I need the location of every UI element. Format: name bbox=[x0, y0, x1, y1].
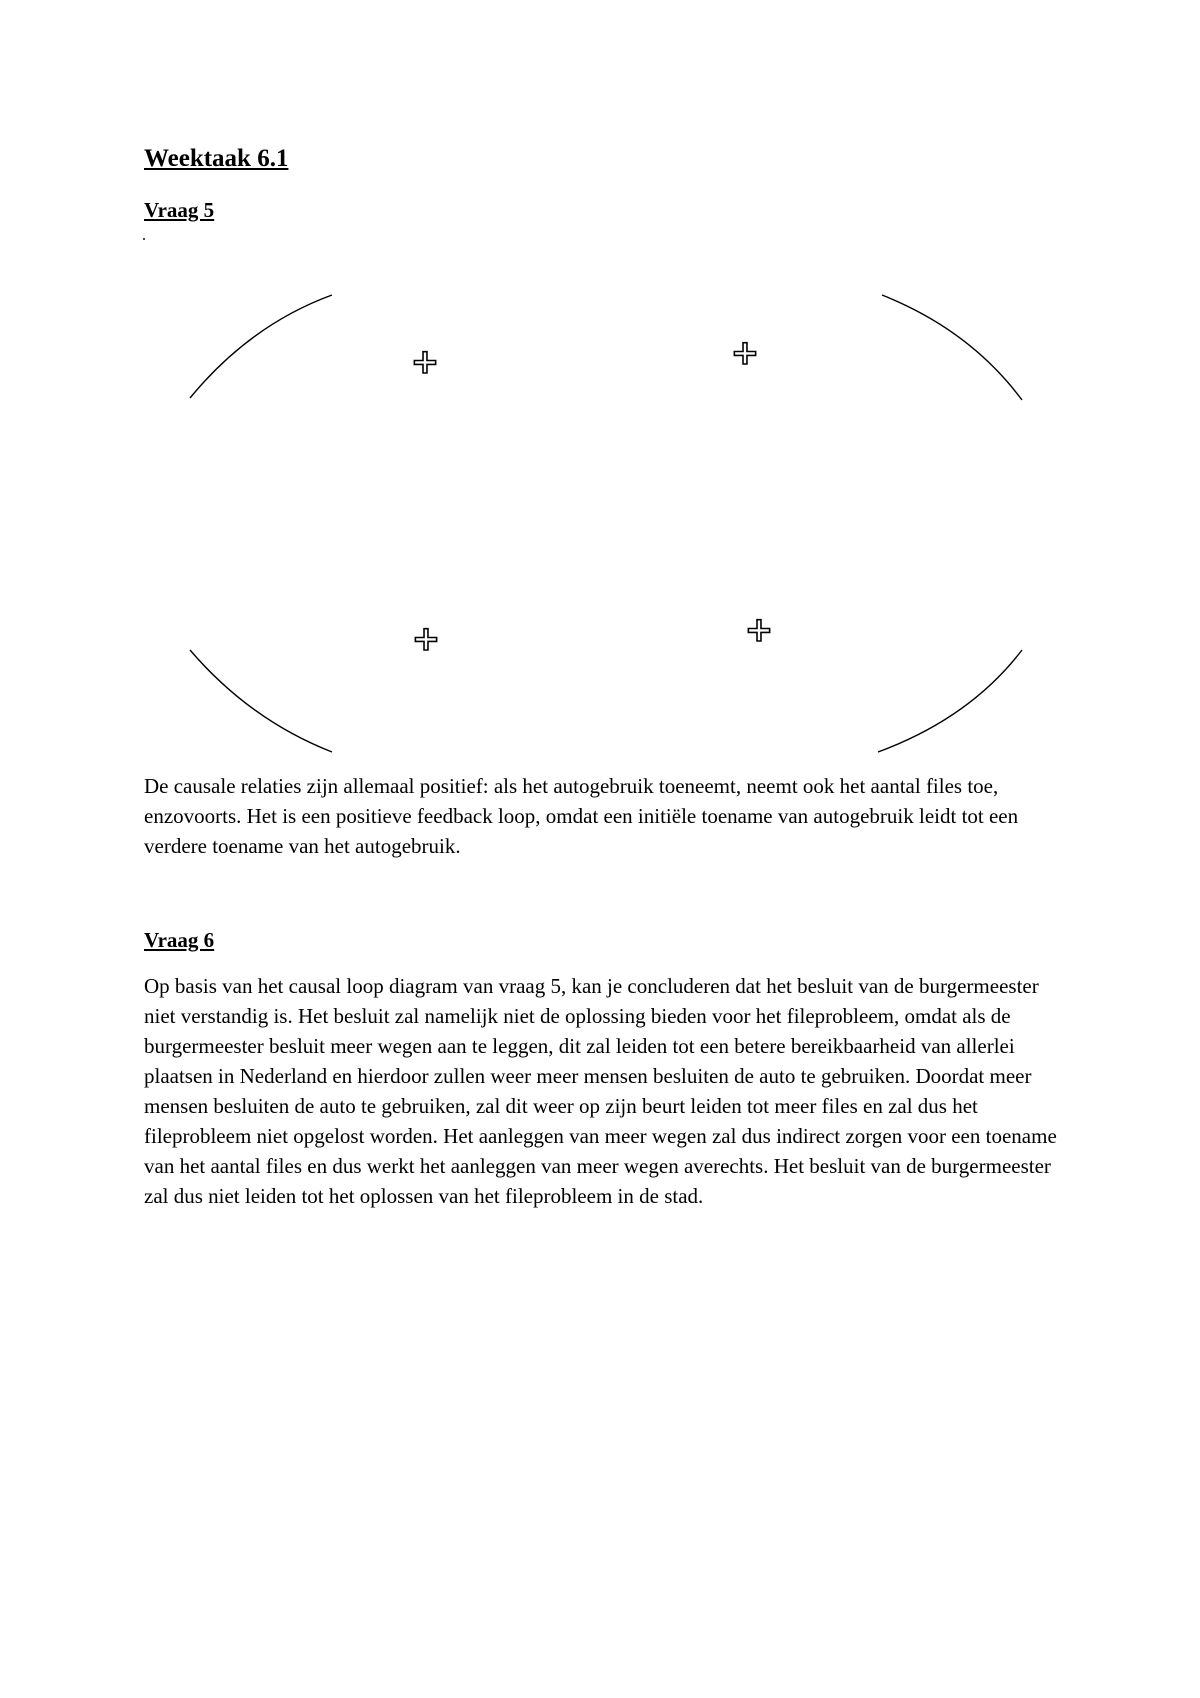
loop-arc-top-left bbox=[190, 295, 332, 398]
polarity-plus-icon: + bbox=[730, 333, 760, 373]
loop-arc-bottom-left bbox=[190, 650, 332, 752]
causal-loop-diagram bbox=[0, 0, 1200, 780]
polarity-plus-icon: + bbox=[411, 619, 441, 659]
polarity-plus-icon: + bbox=[410, 342, 440, 382]
question-6-answer: Op basis van het causal loop diagram van vraag 5, kan je concluderen dat het besluit van de burgermeester niet verstandig is. Het besluit zal namelijk niet de oplossing bieden voor het fileprobleem, omdat als de burgermeester besluit meer wegen aan te leggen, dit zal leiden tot een betere bereikbaarheid van allerlei plaatsen in Nederland en hierdoor zullen weer meer mensen besluiten de auto te gebruiken. Doordat meer mensen besluiten de auto te gebruiken, zal dit weer op zijn beurt leiden tot meer files en zal dus het fileprobleem niet opgelost worden. Het aanleggen van meer wegen zal dus indirect zorgen voor een toename van het aantal files en dus werkt het aanleggen van meer wegen averechts. Het besluit van de burgermeester zal dus niet leiden tot het oplossen van het fileprobleem in de stad. bbox=[144, 974, 1057, 1208]
question-5-explanation: De causale relaties zijn allemaal positief: als het autogebruik toeneemt, neemt ook het aantal files toe, enzovoorts. Het is een positieve feedback loop, omdat een initiële toename van autogebruik leidt tot een verdere toename van het autogebruik. bbox=[144, 774, 1019, 858]
polarity-plus-icon: + bbox=[744, 610, 774, 650]
document-title: Weektaak 6.1 bbox=[144, 145, 289, 172]
question-5-heading: Vraag 5 bbox=[144, 198, 215, 222]
loop-arc-top-right bbox=[882, 295, 1022, 400]
question-6-heading: Vraag 6 bbox=[144, 928, 215, 952]
loop-arc-bottom-right bbox=[878, 650, 1022, 752]
